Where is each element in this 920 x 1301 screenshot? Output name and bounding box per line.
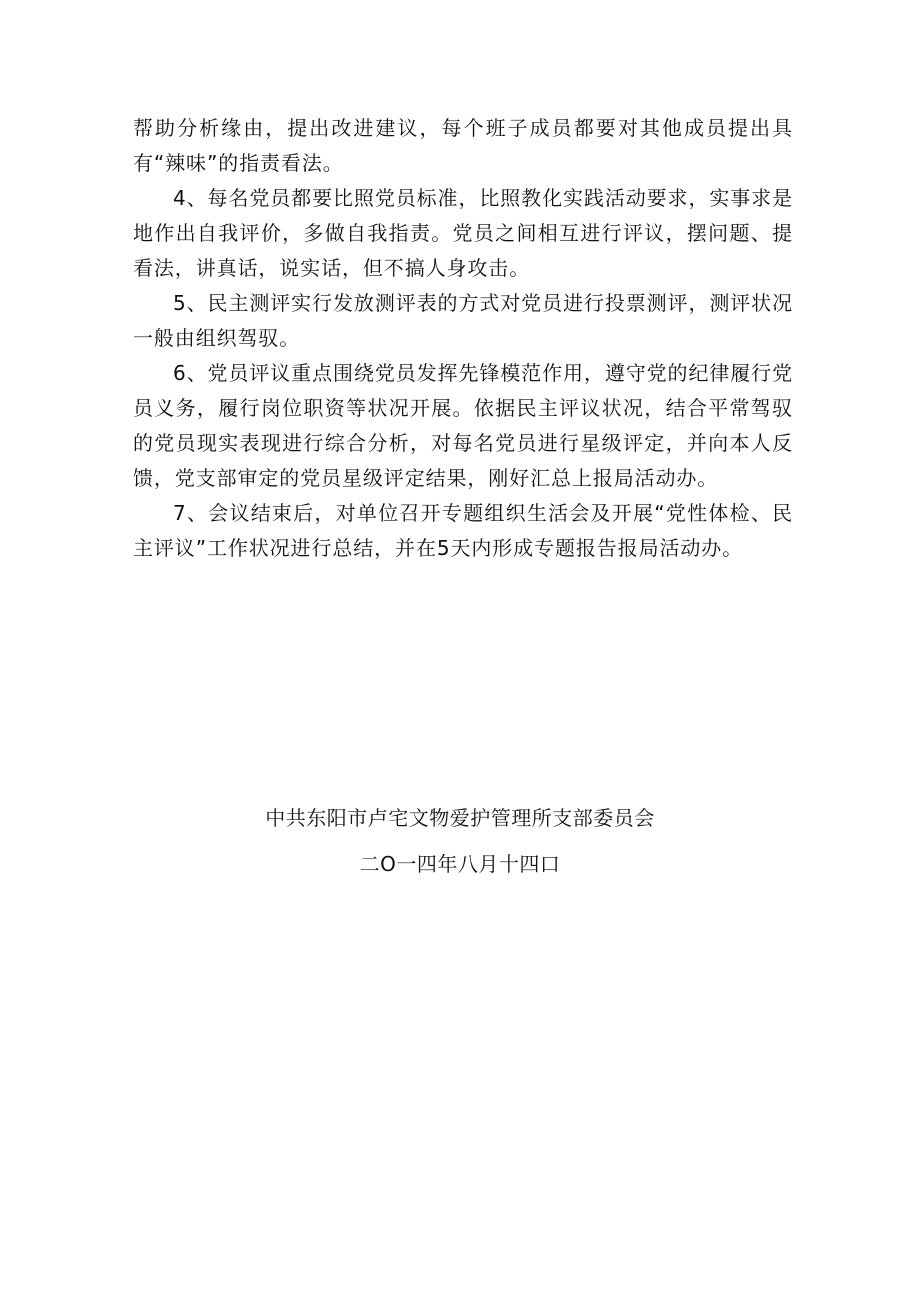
paragraph-item-5: 5、民主测评实行发放测评表的方式对党员进行投票测评，测评状况一般由组织驾驭。	[133, 291, 793, 350]
paragraph-item-4: 4、每名党员都要比照党员标准，比照教化实践活动要求，实事求是地作出自我评价，多做自我指责。党员之间相互进行评议，摆问题、提看法，讲真话，说实话，但不搞人身攻击。	[133, 186, 793, 280]
signature-organization: 中共东阳市卢宅文物爱护管理所支部委员会	[265, 806, 655, 830]
paragraph-item-6: 6、党员评议重点围绕党员发挥先锋模范作用，遵守党的纪律履行党员义务，履行岗位职资等状况开展。依据民主评议状况，结合平常驾驭的党员现实表现进行综合分析，对每名党员进行星级评定，并向本人反馈，党支部审定的党员星级评定结果，刚好汇总上报局活动办。	[133, 361, 793, 490]
body-text	[133, 111, 793, 566]
paragraph-continuation: 帮助分析缘由，提出改进建议，每个班子成员都要对其他成员提出具有“辣味”的指责看法。	[133, 116, 793, 175]
paragraph-item-7: 7、会议结束后，对单位召开专题组织生活会及开展“党性体检、民主评议”工作状况进行总结，并在5天内形成专题报告报局活动办。	[133, 501, 793, 560]
signature-date: 二O一四年八月十四口	[359, 852, 561, 876]
